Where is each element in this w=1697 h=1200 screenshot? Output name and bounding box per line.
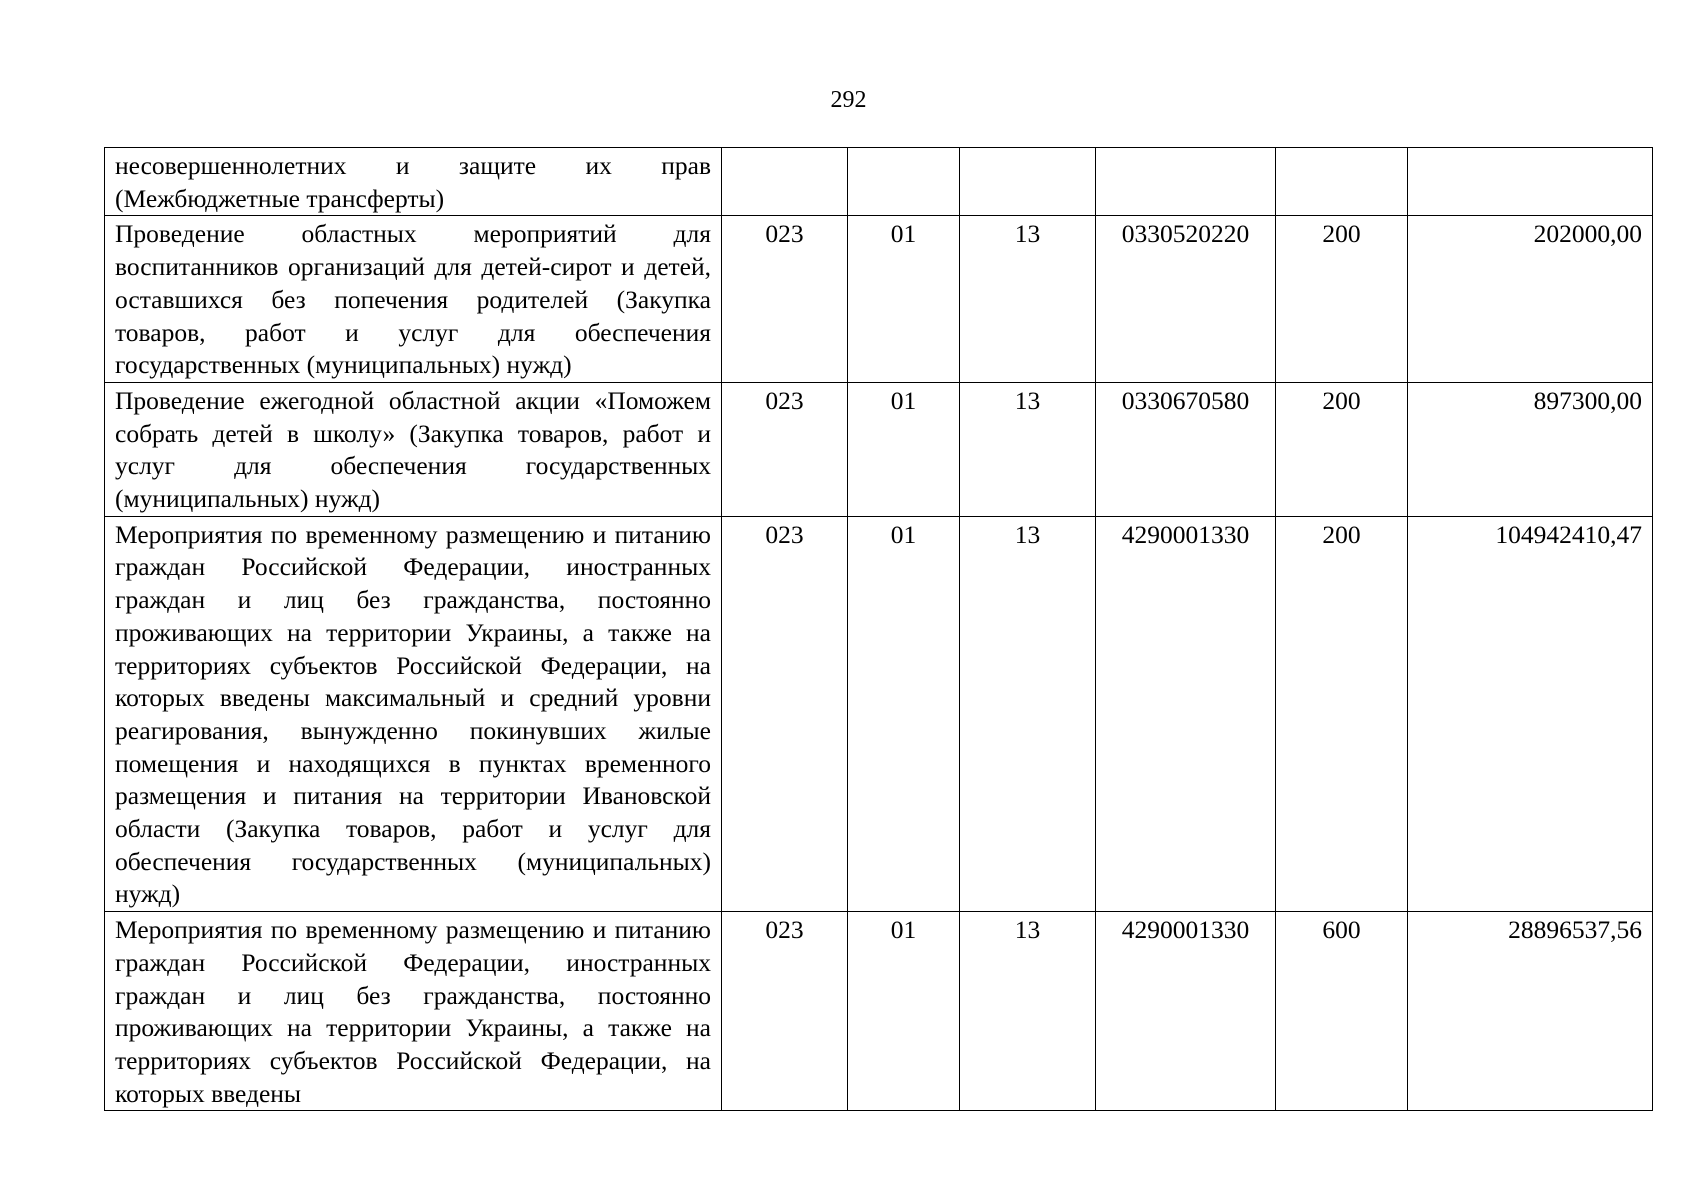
row-expense-type-code: 600: [1276, 912, 1408, 1111]
row-target-item-code: 4290001330: [1096, 516, 1276, 911]
page-number: 292: [830, 87, 867, 113]
row-subsection-code: [960, 148, 1096, 216]
row-target-item-code: 0330520220: [1096, 216, 1276, 383]
row-description: Проведение ежегодной областной акции «Поможем собрать детей в школу» (Закупка товаров, работ и услуг для обеспечения государственных (муниципальных) нужд): [105, 382, 722, 516]
row-amount: 104942410,47: [1408, 516, 1653, 911]
row-expense-type-code: 200: [1276, 216, 1408, 383]
table-row: [105, 216, 1653, 383]
row-description: Мероприятия по временному размещению и питанию граждан Российской Федерации, иностранных граждан и лиц без гражданства, постоянно проживающих на территории Украины, а также на территориях субъектов Российской Федерации, на которых введены максимальный и средний уровни реагирования, вынужденно покинувших жилые помещения и находящихся в пунктах временного размещения и питания на территории Ивановской области (Закупка товаров, работ и услуг для обеспечения государственных (муниципальных) нужд): [105, 516, 722, 911]
row-section-code: 01: [848, 216, 960, 383]
row-description: Мероприятия по временному размещению и питанию граждан Российской Федерации, иностранных граждан и лиц без гражданства, постоянно проживающих на территории Украины, а также на территориях субъектов Российской Федерации, на которых введены: [105, 912, 722, 1111]
row-expense-type-code: 200: [1276, 516, 1408, 911]
table-row: [105, 516, 1653, 911]
row-expense-type-code: 200: [1276, 382, 1408, 516]
row-target-item-code: [1096, 148, 1276, 216]
budget-table: [104, 147, 1653, 1111]
row-section-code: 01: [848, 516, 960, 911]
row-description: несовершеннолетних и защите их прав (Межбюджетные трансферты): [105, 148, 722, 216]
row-description: Проведение областных мероприятий для воспитанников организаций для детей-сирот и детей, оставшихся без попечения родителей (Закупка товаров, работ и услуг для обеспечения государственных (муниципальных) нужд): [105, 216, 722, 383]
row-expense-type-code: [1276, 148, 1408, 216]
row-amount: 202000,00: [1408, 216, 1653, 383]
row-subsection-code: 13: [960, 382, 1096, 516]
table-row: [105, 382, 1653, 516]
table-row: [105, 148, 1653, 216]
row-ministry-code: 023: [722, 382, 848, 516]
row-amount: 897300,00: [1408, 382, 1653, 516]
row-subsection-code: 13: [960, 516, 1096, 911]
row-amount: 28896537,56: [1408, 912, 1653, 1111]
row-ministry-code: 023: [722, 516, 848, 911]
row-section-code: 01: [848, 382, 960, 516]
row-section-code: [848, 148, 960, 216]
row-subsection-code: 13: [960, 216, 1096, 383]
row-target-item-code: 0330670580: [1096, 382, 1276, 516]
row-section-code: 01: [848, 912, 960, 1111]
table-row: [105, 912, 1653, 1111]
row-target-item-code: 4290001330: [1096, 912, 1276, 1111]
row-ministry-code: [722, 148, 848, 216]
row-ministry-code: 023: [722, 912, 848, 1111]
row-ministry-code: 023: [722, 216, 848, 383]
row-amount: [1408, 148, 1653, 216]
row-subsection-code: 13: [960, 912, 1096, 1111]
